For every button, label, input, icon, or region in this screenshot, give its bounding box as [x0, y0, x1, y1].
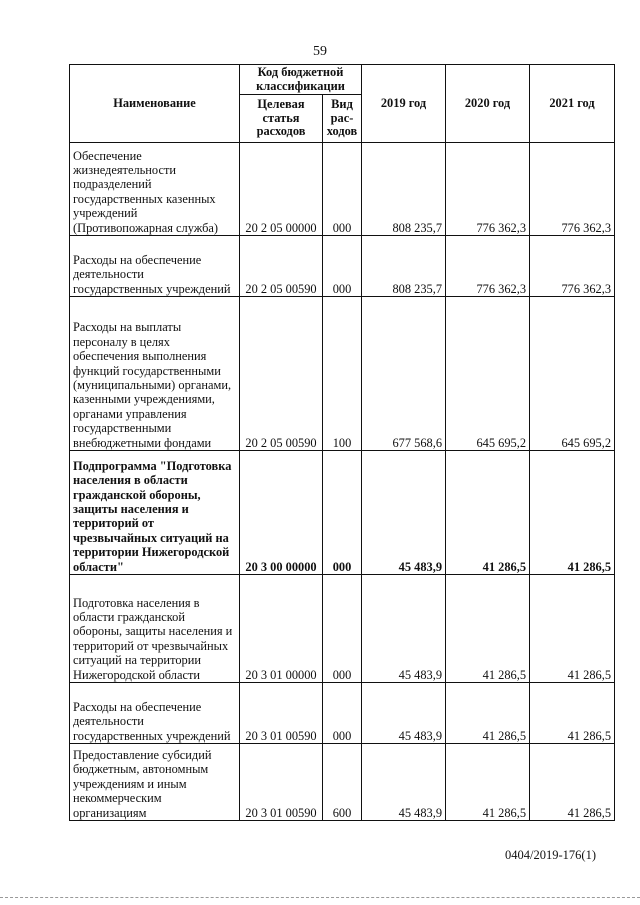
row-name: Обеспечение жизнедеятельности подразделений государственных казенных учреждений (Противопожарная служба) [70, 143, 240, 236]
row-vid: 600 [323, 744, 362, 821]
row-2020: 645 695,2 [446, 297, 530, 451]
row-name: Расходы на обеспечение деятельности государственных учреждений [70, 236, 240, 297]
row-2020: 41 286,5 [446, 575, 530, 683]
row-2021: 776 362,3 [530, 236, 615, 297]
row-code: 20 2 05 00000 [240, 143, 323, 236]
header-2021: 2021 год [530, 65, 615, 143]
row-name: Предоставление субсидий бюджетным, автономным учреждениям и иным некоммерческим организациям [70, 744, 240, 821]
row-vid: 000 [323, 575, 362, 683]
row-2020: 776 362,3 [446, 143, 530, 236]
row-2021: 41 286,5 [530, 451, 615, 575]
row-code: 20 2 05 00590 [240, 297, 323, 451]
row-vid: 100 [323, 297, 362, 451]
row-code: 20 2 05 00590 [240, 236, 323, 297]
row-code: 20 3 00 00000 [240, 451, 323, 575]
header-name: Наименование [70, 65, 240, 143]
page-number: 59 [313, 44, 327, 59]
header-code-group: Код бюджетной классификации [240, 65, 362, 95]
row-2021: 41 286,5 [530, 575, 615, 683]
header-target-article: Целевая статья расходов [240, 95, 323, 143]
row-code: 20 3 01 00000 [240, 575, 323, 683]
row-2020: 776 362,3 [446, 236, 530, 297]
row-2019: 808 235,7 [362, 236, 446, 297]
row-2021: 41 286,5 [530, 683, 615, 744]
row-2019: 45 483,9 [362, 575, 446, 683]
page-bottom-divider [0, 897, 640, 899]
row-2020: 41 286,5 [446, 744, 530, 821]
row-2020: 41 286,5 [446, 683, 530, 744]
row-vid: 000 [323, 683, 362, 744]
row-2019: 45 483,9 [362, 744, 446, 821]
row-code: 20 3 01 00590 [240, 683, 323, 744]
table-row [70, 683, 615, 744]
header-expense-type: Вид рас-ходов [323, 95, 362, 143]
table-row [70, 236, 615, 297]
document-code: 0404/2019-176(1) [505, 848, 596, 862]
table-row [70, 297, 615, 451]
row-2021: 645 695,2 [530, 297, 615, 451]
table-row [70, 744, 615, 821]
header-2019: 2019 год [362, 65, 446, 143]
row-2019: 808 235,7 [362, 143, 446, 236]
budget-table [69, 64, 615, 821]
row-vid: 000 [323, 451, 362, 575]
row-name: Подпрограмма "Подготовка населения в области гражданской обороны, защиты населения и территорий от чрезвычайных ситуаций на территории Нижегородской области" [70, 451, 240, 575]
row-name: Расходы на обеспечение деятельности государственных учреждений [70, 683, 240, 744]
row-2019: 45 483,9 [362, 683, 446, 744]
row-2020: 41 286,5 [446, 451, 530, 575]
table-row [70, 143, 615, 236]
table-row [70, 451, 615, 575]
row-name: Подготовка населения в области гражданской обороны, защиты населения и территорий от чрезвычайных ситуаций на территории Нижегородской области [70, 575, 240, 683]
row-2019: 677 568,6 [362, 297, 446, 451]
header-2020: 2020 год [446, 65, 530, 143]
row-name: Расходы на выплаты персоналу в целях обеспечения выполнения функций государственными (муниципальными) органами, казенными учреждениями, органами управления государственными внебюджетными фондами [70, 297, 240, 451]
row-vid: 000 [323, 143, 362, 236]
table-row [70, 575, 615, 683]
row-2021: 41 286,5 [530, 744, 615, 821]
row-code: 20 3 01 00590 [240, 744, 323, 821]
row-2021: 776 362,3 [530, 143, 615, 236]
row-2019: 45 483,9 [362, 451, 446, 575]
row-vid: 000 [323, 236, 362, 297]
